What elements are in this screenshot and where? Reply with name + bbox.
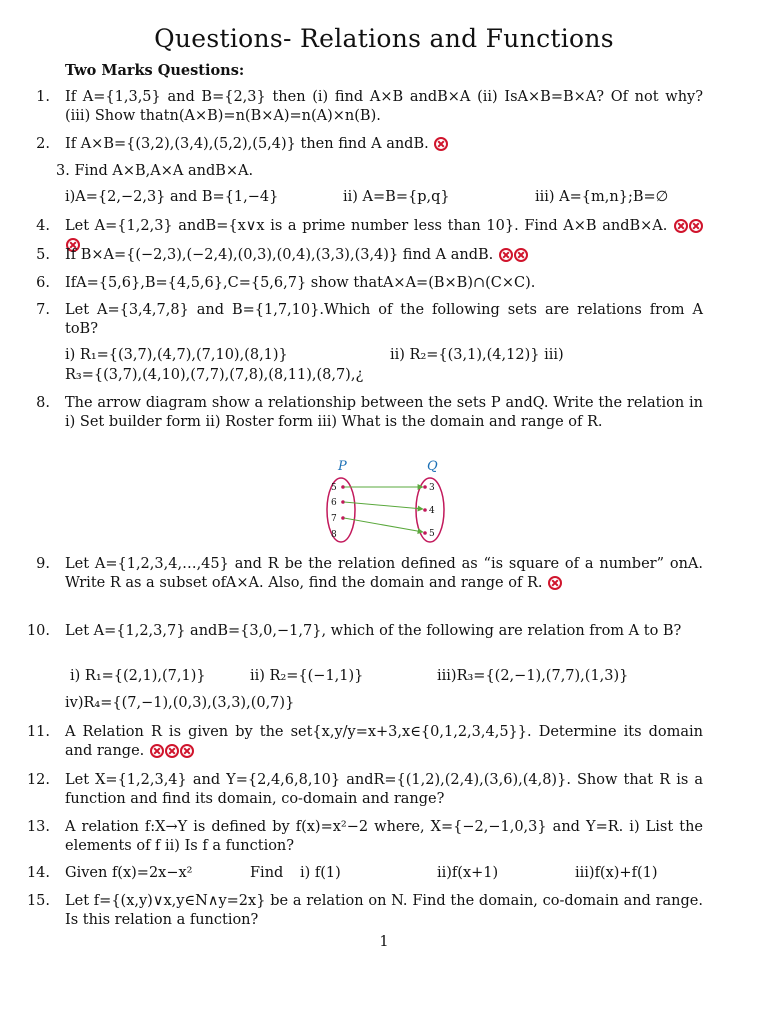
question-13: [20, 818, 703, 856]
q-element: 3: [429, 483, 435, 493]
option-1: i)A={2,−2,3} and B={1,−4}: [65, 189, 279, 205]
question-2: [20, 135, 703, 154]
question-12: [20, 771, 703, 809]
option-3: iii)R₃={(2,−1),(7,7),(1,3)}: [437, 668, 629, 684]
option-2: ii) R₂={(−1,1)}: [250, 668, 364, 684]
question-text: A relation f:X→Y is defined by f(x)=x²−2 where, X={−2,−1,0,3} and Y=R. i) List the elements of f ii) Is f a function?: [65, 819, 703, 854]
find-label: Find: [250, 865, 284, 881]
question-text: If A×B={(3,2),(3,4),(5,2),(5,4)} then find A andB.: [65, 136, 429, 152]
option-1: i) R₁={(2,1),(7,1)}: [70, 668, 206, 684]
question-1: [20, 88, 703, 126]
cross-mark-icon: [434, 137, 448, 151]
option-2: ii) R₂={(3,1),(4,12)} iii): [390, 347, 564, 363]
question-5: [20, 246, 703, 265]
question-number: 7.: [36, 302, 50, 318]
q-element: 5: [429, 529, 435, 539]
option-1: i) f(1): [300, 865, 341, 881]
section-heading: Two Marks Questions:: [65, 62, 245, 79]
cross-mark-icon: [514, 248, 528, 262]
question-number: 14.: [26, 865, 50, 881]
arrow-diagram: [300, 455, 470, 547]
p-element: 6: [331, 498, 337, 508]
arrow: [344, 502, 423, 509]
option-1: i) R₁={(3,7),(4,7),(7,10),(8,1)}: [65, 347, 288, 363]
question-11: [20, 723, 703, 761]
question-15: [20, 892, 703, 930]
option-2: ii) A=B={p,q}: [343, 189, 450, 205]
question-text: Let A={1,2,3,7} andB={3,0,−1,7}, which of the following are relation from A to B?: [65, 623, 682, 639]
question-7: [20, 301, 703, 339]
question-number: 6.: [36, 275, 50, 291]
question-text: The arrow diagram show a relationship between the sets P andQ. Write the relation in i) Set builder form ii) Roster form iii) What is the domain and range of R.: [65, 395, 703, 430]
question-8: [20, 394, 703, 432]
option-4: iv)R₄={(7,−1),(0,3),(3,3),(0,7)}: [65, 695, 295, 711]
cross-mark-icon: [548, 576, 562, 590]
question-9: [20, 555, 703, 593]
page-title: Questions- Relations and Functions: [154, 24, 614, 53]
question-3: 3. Find A×B,A×A andB×A.: [56, 163, 254, 179]
arrow: [344, 518, 423, 532]
question-text: A Relation R is given by the set{x,y/y=x+3,x∈{0,1,2,3,4,5}}. Determine its domain and range.: [65, 724, 703, 759]
question-text: Let A={1,2,3,4,…,45} and R be the relation defined as “is square of a number” onA. Write R as a subset ofA×A. Also, find the domain and range of R.: [65, 556, 703, 591]
cross-mark-icon: [689, 219, 703, 233]
set-p-label: P: [338, 459, 347, 474]
q-element: 4: [429, 506, 435, 516]
p-element: 5: [331, 483, 337, 493]
option-2: ii)f(x+1): [437, 865, 499, 881]
page-number: 1: [379, 934, 389, 950]
question-number: 4.: [36, 218, 50, 234]
p-element: 7: [331, 514, 337, 524]
question-text: If A={1,3,5} and B={2,3} then (i) find A×B andB×A (ii) IsA×B=B×A? Of not why? (iii) Show thatn(A×B)=n(B×A)=n(A)×n(B).: [65, 89, 703, 124]
set-q-label: Q: [427, 459, 438, 474]
question-number: 9.: [36, 556, 50, 572]
question-text: Let X={1,2,3,4} and Y={2,4,6,8,10} andR={(1,2),(2,4),(3,6),(4,8)}. Show that R is a function and find its domain, co-domain and range?: [65, 772, 703, 807]
question-10: [20, 622, 703, 641]
question-number: 8.: [36, 395, 50, 411]
question-text: If B×A={(−2,3),(−2,4),(0,3),(0,4),(3,3),(3,4)} find A andB.: [65, 247, 494, 263]
question-number: 11.: [26, 724, 50, 740]
question-number: 1.: [36, 89, 50, 105]
question-text: IfA={5,6},B={4,5,6},C={5,6,7} show thatA×A=(B×B)∩(C×C).: [65, 275, 536, 291]
option-3: iii) A={m,n};B=∅: [535, 189, 669, 205]
question-text: Let A={3,4,7,8} and B={1,7,10}.Which of the following sets are relations from A toB?: [65, 302, 703, 337]
question-number: 2.: [36, 136, 50, 152]
p-element: 8: [331, 530, 337, 540]
question-number: 10.: [26, 623, 50, 639]
question-number: 5.: [36, 247, 50, 263]
question-text: Given f(x)=2x−x²: [65, 865, 193, 881]
cross-mark-icon: [499, 248, 513, 262]
question-number: 13.: [26, 819, 50, 835]
option-3: R₃={(3,7),(4,10),(7,7),(7,8),(8,11),(8,7),¿: [65, 367, 364, 383]
question-number: 15.: [26, 893, 50, 909]
cross-mark-icon: [674, 219, 688, 233]
question-number: 12.: [26, 772, 50, 788]
cross-mark-icon: [165, 744, 179, 758]
question-6: [20, 274, 703, 293]
question-text: Let f={(x,y)∨x,y∈N∧y=2x} be a relation on N. Find the domain, co-domain and range. Is this relation a function?: [65, 893, 703, 928]
cross-mark-icon: [150, 744, 164, 758]
question-text: Let A={1,2,3} andB={x∨x is a prime number less than 10}. Find A×B andB×A.: [65, 218, 668, 234]
cross-mark-icon: [180, 744, 194, 758]
option-3: iii)f(x)+f(1): [575, 865, 658, 881]
